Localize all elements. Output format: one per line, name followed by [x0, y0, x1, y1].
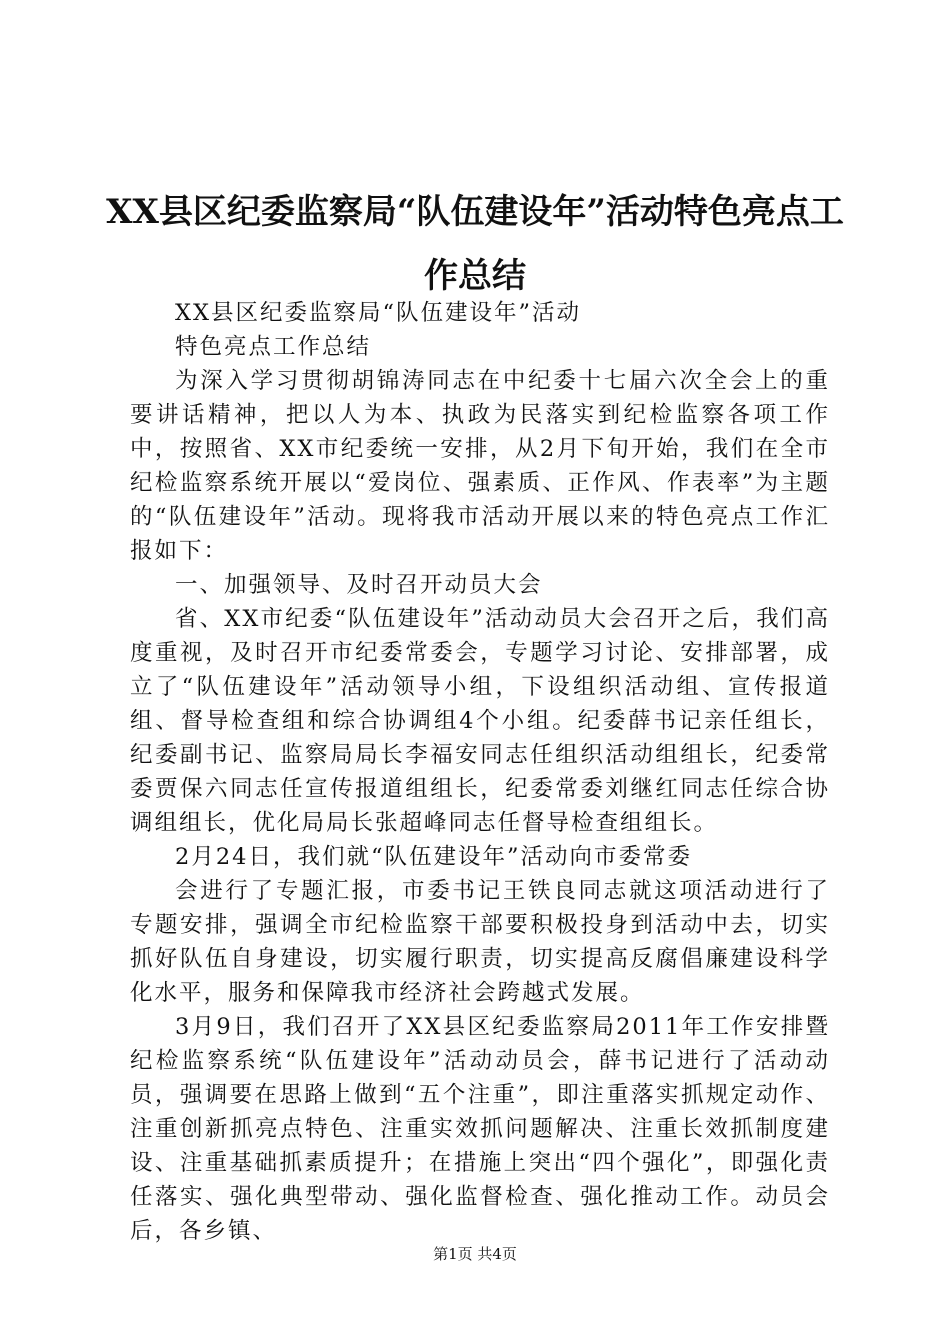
- body-paragraph: 特色亮点工作总结: [175, 334, 372, 360]
- page-number-footer: 第1页 共4页: [433, 1245, 517, 1263]
- body-paragraph: 会进行了专题汇报，市委书记王铁良同志就这项活动进行了专题安排，强调全市纪检监察干部要积极投身到活动中去，切实抓好队伍自身建设，切实履行职责，切实提高反腐倡廉建设科学化水平，服务和保障我市经济社会跨越式发展。: [130, 878, 830, 1006]
- section-heading: 一、加强领导、及时召开动员大会: [175, 572, 543, 598]
- body-paragraph: 为深入学习贯彻胡锦涛同志在中纪委十七届六次全会上的重要讲话精神，把以人为本、执政为民落实到纪检监察各项工作中，按照省、XX市纪委统一安排，从2月下旬开始，我们在全市纪检监察系统开展以“爱岗位、强素质、正作风、作表率”为主题的“队伍建设年”活动。现将我市活动开展以来的特色亮点工作汇报如下：: [130, 368, 830, 564]
- body-paragraph: XX县区纪委监察局“队伍建设年”活动: [175, 300, 582, 326]
- body-paragraph: 省、XX市纪委“队伍建设年”活动动员大会召开之后，我们高度重视，及时召开市纪委常委会，专题学习讨论、安排部署，成立了“队伍建设年”活动领导小组，下设组织活动组、宣传报道组、督导检查组和综合协调组4个小组。纪委薛书记亲任组长，纪委副书记、监察局局长李福安同志任组织活动组组长，纪委常委贾保六同志任宣传报道组组长，纪委常委刘继红同志任综合协调组组长，优化局局长张超峰同志任督导检查组组长。: [130, 606, 830, 836]
- body-paragraph: 2月24日，我们就“队伍建设年”活动向市委常委: [175, 844, 692, 870]
- document-body: [130, 296, 830, 1248]
- body-paragraph: 3月9日，我们召开了XX县区纪委监察局2011年工作安排暨纪检监察系统“队伍建设年”活动动员会，薛书记进行了活动动员，强调要在思路上做到“五个注重”，即注重落实抓规定动作、注重创新抓亮点特色、注重实效抓问题解决、注重长效抓制度建设、注重基础抓素质提升；在措施上突出“四个强化”，即强化责任落实、强化典型带动、强化监督检查、强化推动工作。动员会后，各乡镇、: [130, 1014, 830, 1244]
- document-title: XX县区纪委监察局“队伍建设年”活动特色亮点工作总结: [106, 192, 844, 296]
